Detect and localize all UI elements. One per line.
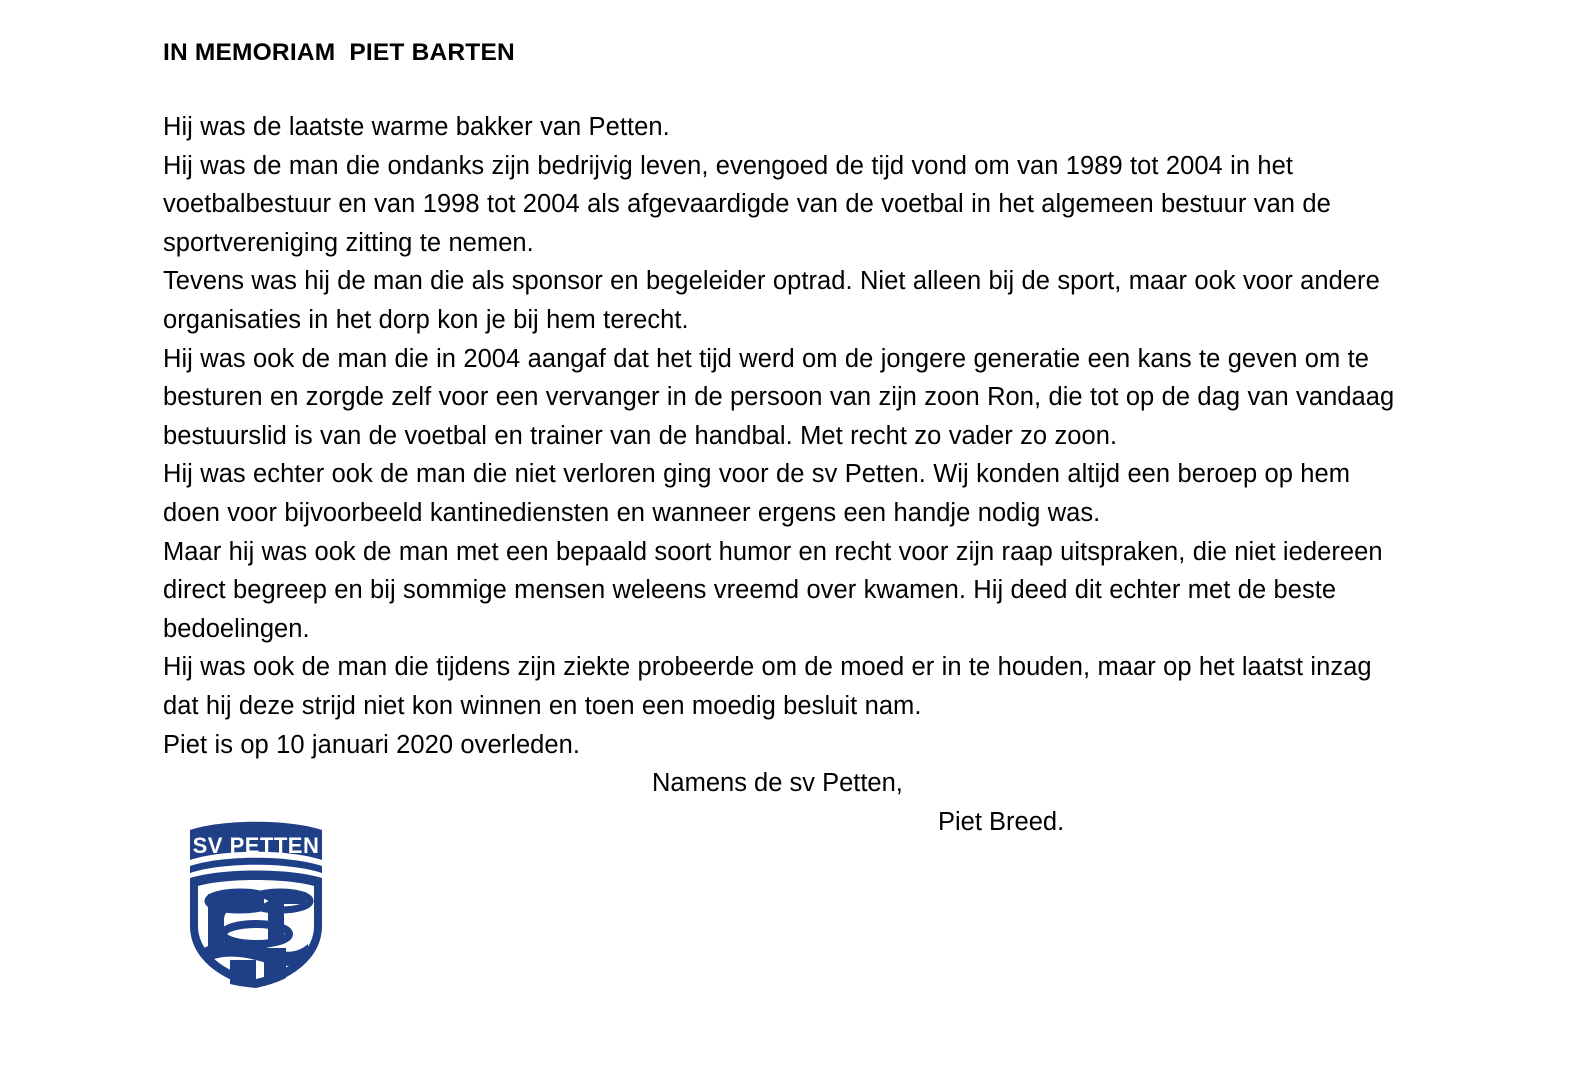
signoff-organisation: Namens de sv Petten, bbox=[652, 769, 903, 798]
sv-petten-logo bbox=[168, 808, 344, 990]
paragraph-8: Piet is op 10 januari 2020 overleden. bbox=[163, 730, 581, 759]
emblem-lower-bar-right bbox=[264, 948, 286, 986]
title-spacer bbox=[163, 70, 1398, 108]
paragraph-5: Hij was echter ook de man die niet verloren ging voor de sv Petten. Wij konden altijd een beroep op hem doen voor bijvoorbeeld kantinediensten en wanneer ergens een handje nodig was. bbox=[163, 460, 1351, 527]
document-body bbox=[163, 36, 1398, 841]
paragraph-2: Hij was de man die ondanks zijn bedrijvig leven, evengoed de tijd vond om van 1989 tot 2004 in het voetbalbestuur en van 1998 tot 2004 als afgevaardigde van de voetbal in het algemeen bestuur van de sportvereniging zitting te nemen. bbox=[163, 151, 1331, 257]
paragraph-6: Maar hij was ook de man met een bepaald soort humor en recht voor zijn raap uitspraken, die niet iedereen direct begreep en bij sommige mensen weleens vreemd over kwamen. Hij deed dit echter met de beste bedoelingen. bbox=[163, 537, 1383, 643]
logo-club-name: SV PETTEN bbox=[192, 832, 320, 858]
paragraph-4: Hij was ook de man die in 2004 aangaf dat het tijd werd om de jongere generatie een kans te geven om te besturen en zorgde zelf voor een vervanger in de persoon van zijn zoon Ron, die tot op de dag van vandaag bestuurslid is van de voetbal en trainer van de handbal. Met recht zo vader zo zoon. bbox=[163, 344, 1395, 450]
paragraph-7: Hij was ook de man die tijdens zijn ziekte probeerde om de moed er in te houden, maar op het laatst inzag dat hij deze strijd niet kon winnen en toen een moedig besluit nam. bbox=[163, 653, 1372, 720]
page-title: IN MEMORIAM PIET BARTEN bbox=[163, 39, 515, 66]
shield-logo-icon bbox=[168, 808, 344, 990]
emblem-lower-bar bbox=[230, 960, 256, 988]
paragraph-1: Hij was de laatste warme bakker van Petten. bbox=[163, 113, 670, 141]
paragraph-3: Tevens was hij de man die als sponsor en begeleider optrad. Niet alleen bij de sport, maar ook voor andere organisaties in het dorp kon je bij hem terecht. bbox=[163, 267, 1380, 334]
signoff-author: Piet Breed. bbox=[938, 807, 1065, 836]
